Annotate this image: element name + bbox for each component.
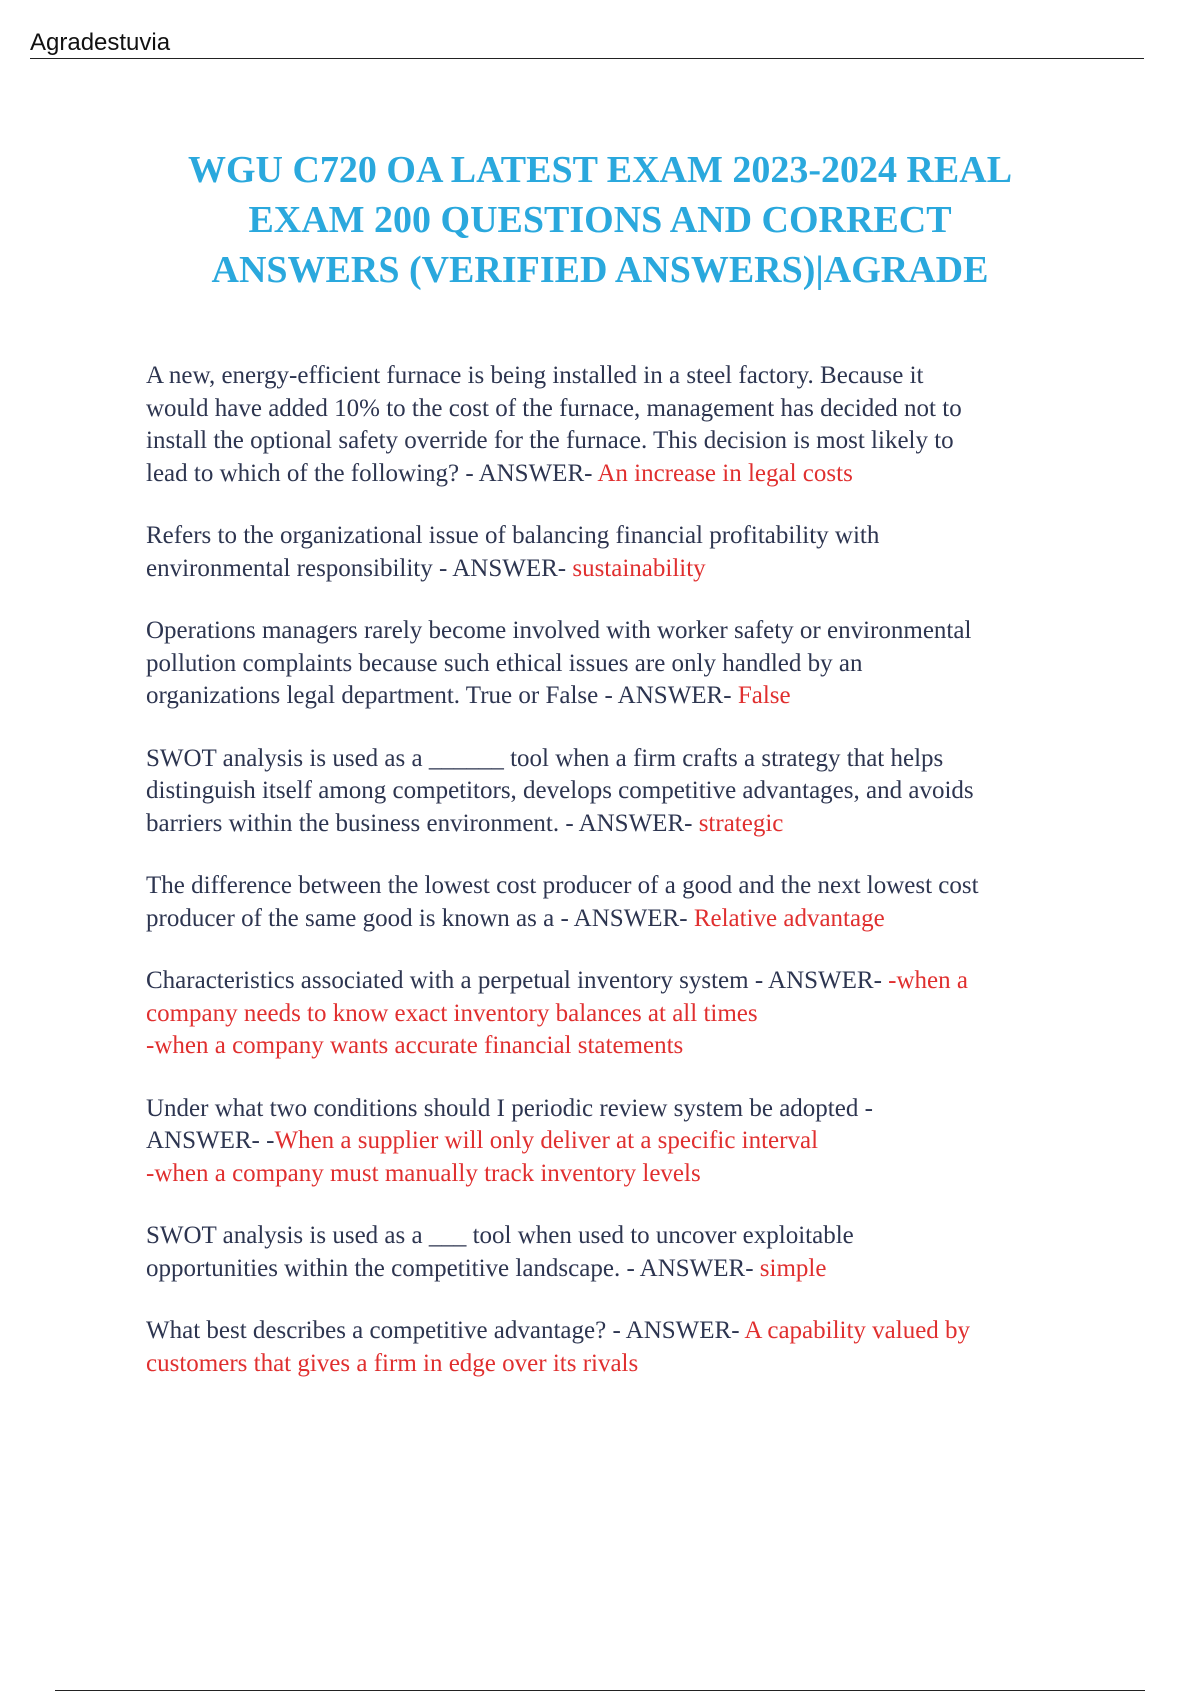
- question-text: What best describes a competitive advantage?: [146, 1317, 607, 1344]
- qa-item-3: [146, 615, 1096, 713]
- answer-separator: - ANSWER-: [554, 904, 694, 932]
- answer-separator: - ANSWER-: [620, 1254, 760, 1282]
- qa-item-4: [146, 743, 1096, 841]
- answer-text: strategic: [698, 809, 784, 837]
- answer-text: When a supplier will only deliver at a specific interval -when a company must manually track inventory levels: [146, 1127, 819, 1187]
- answer-separator: - ANSWER-: [459, 459, 598, 487]
- question-text: A new, energy-efficient furnace is being installed in a steel factory. Because it would have added 10% to the cost of the furnace, management has decided not to install the optional safety override for the furnace. This decision is most likely to lead to which of the following?: [146, 362, 962, 487]
- answer-text: False: [737, 682, 791, 709]
- qa-item-1: [146, 360, 1096, 490]
- answer-text: -when a company needs to know exact inventory balances at all times -when a company wants accurate financial statements: [146, 967, 968, 1059]
- question-text: Under what two conditions should I periodic review system be adopted - ANSWER-: [146, 1094, 873, 1154]
- title-line-3: ANSWERS (VERIFIED ANSWERS)|AGRADE: [211, 249, 989, 291]
- watermark-text: Agradestuvia: [30, 29, 171, 56]
- footer-rule: [55, 1690, 1145, 1691]
- qa-item-8: [146, 1220, 1096, 1285]
- question-text: Operations managers rarely become involved with worker safety or environmental pollution complaints because such ethical issues are only handled by an organizations legal department. True or False: [146, 617, 972, 709]
- answer-text: A capability valued by customers that gives a firm in edge over its rivals: [146, 1317, 971, 1377]
- answer-text: An increase in legal costs: [597, 459, 853, 487]
- answer-separator: - ANSWER-: [598, 682, 738, 709]
- answer-separator: -: [259, 1127, 275, 1154]
- question-text: SWOT analysis is used as a ___ tool when used to uncover exploitable opportunities within the competitive landscape.: [146, 1222, 854, 1282]
- title-line-2: EXAM 200 QUESTIONS AND CORRECT: [248, 199, 952, 241]
- answer-separator: - ANSWER-: [606, 1317, 745, 1344]
- title-line-1: WGU C720 OA LATEST EXAM 2023-2024 REAL: [187, 149, 1013, 191]
- answer-separator: - ANSWER-: [748, 967, 889, 994]
- answer-text: simple: [759, 1254, 827, 1282]
- qa-item-2: [146, 520, 1096, 585]
- question-text: The difference between the lowest cost producer of a good and the next lowest cost producer of the same good is known as a: [146, 872, 979, 932]
- question-text: SWOT analysis is used as a ______ tool when a firm crafts a strategy that helps distinguish itself among competitors, develops competitive advantages, and avoids barriers within the business environment.: [146, 744, 974, 837]
- answer-text: sustainability: [572, 554, 706, 582]
- document-title: [100, 145, 1100, 295]
- answer-separator: - ANSWER-: [432, 554, 573, 582]
- question-answer-list: [146, 360, 1096, 1410]
- question-text: Characteristics associated with a perpetual inventory system: [146, 967, 749, 994]
- qa-item-5: [146, 870, 1096, 935]
- qa-item-7: [146, 1093, 1096, 1191]
- question-text: Refers to the organizational issue of balancing financial profitability with environmental responsibility: [146, 522, 880, 582]
- page-header: [30, 28, 1144, 59]
- answer-separator: - ANSWER-: [559, 809, 699, 837]
- qa-item-9: [146, 1315, 1096, 1380]
- qa-item-6: [146, 965, 1096, 1063]
- answer-text: Relative advantage: [693, 904, 885, 932]
